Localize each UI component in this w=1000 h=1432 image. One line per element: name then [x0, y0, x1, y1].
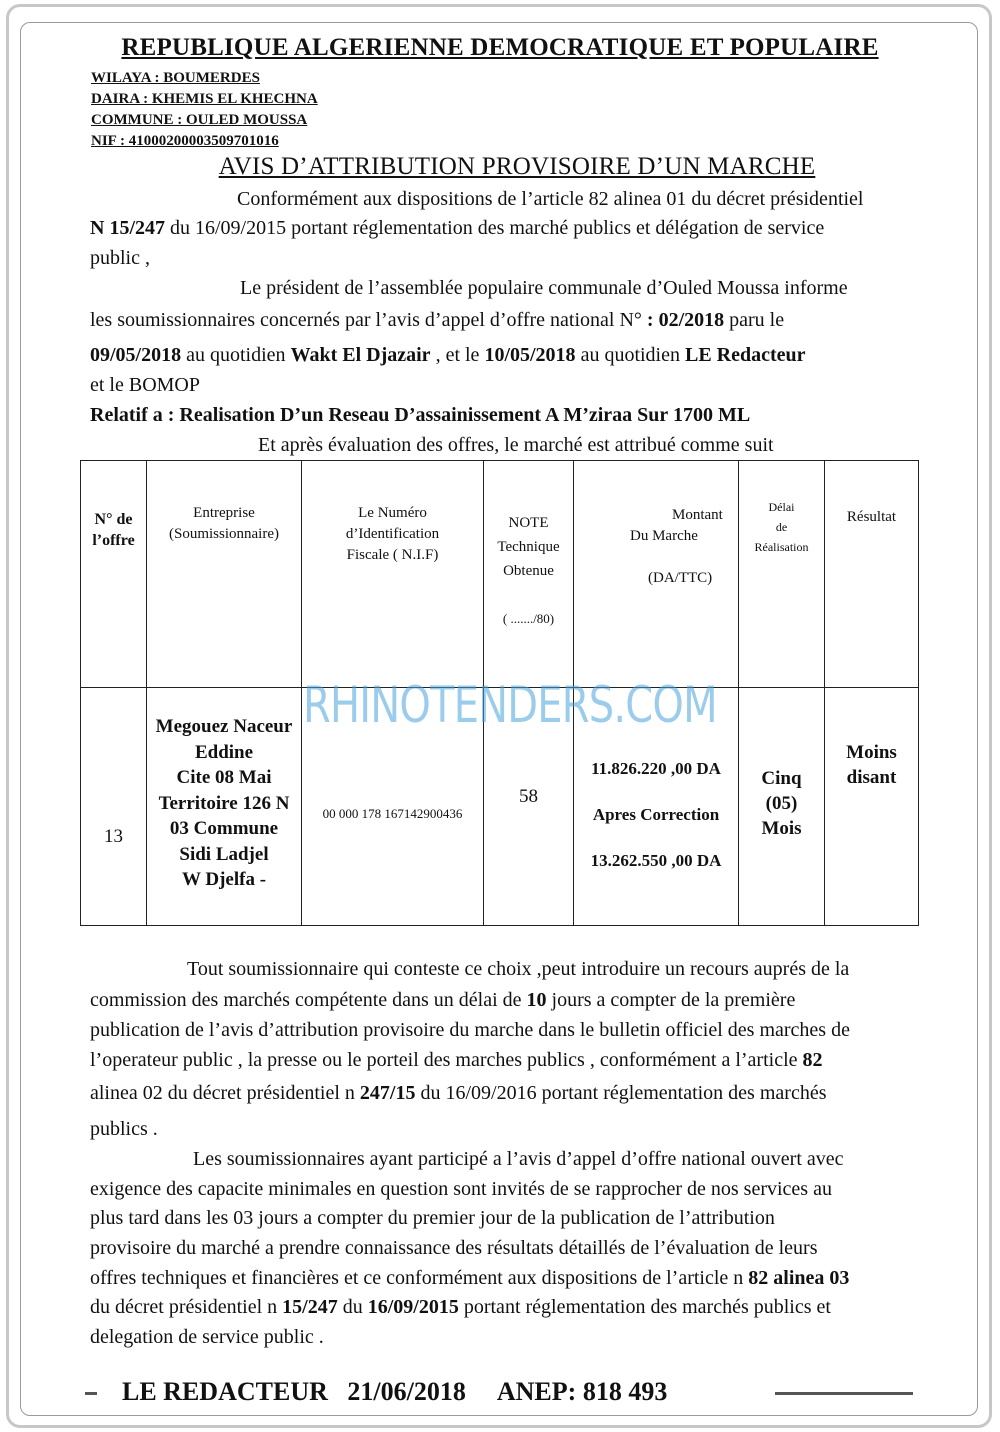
soum-line-6	[90, 1296, 831, 1319]
header-note-2: Technique	[497, 539, 560, 555]
recours-line-6: publics .	[90, 1118, 158, 1140]
enterprise-line-2: Eddine	[194, 741, 254, 763]
relatif-line: Relatif a : Realisation D’un Reseau D’assainissement A M’ziraa Sur 1700 ML	[90, 404, 751, 426]
administration-block	[91, 68, 318, 152]
newspaper-1: Wakt El Djazair	[290, 344, 431, 366]
header-mont-1: Montant	[672, 507, 723, 523]
cell-result	[825, 688, 919, 926]
header-nif-1: Le Numéro	[358, 505, 427, 521]
recours-l2-c: jours a compter de la première	[546, 989, 796, 1011]
president-line-3	[90, 344, 806, 367]
header-num-2: l’offre	[92, 532, 135, 549]
call-number: : 02/2018	[646, 309, 725, 331]
notice-title: AVIS D’ATTRIBUTION PROVISOIRE D’UN MARCHE	[218, 153, 816, 180]
decree-number: N 15/247	[90, 217, 165, 239]
soum-line-2: exigence des capacite minimales en question sont invités de se rapprocher de nos services au	[90, 1178, 832, 1200]
recours-line-3: publication de l’avis d’attribution provisoire du marche dans le bulletin officiel des marches de	[90, 1019, 850, 1041]
header-note	[484, 461, 574, 688]
footer-rule-right	[775, 1392, 913, 1395]
header-enterprise	[147, 461, 302, 688]
header-delai-2: de	[775, 520, 788, 534]
commune-line: COMMUNE : OULED MOUSSA	[91, 112, 308, 128]
enterprise-line-5: 03 Commune	[169, 818, 279, 839]
footer-rule-left	[85, 1392, 97, 1395]
header-note-1: NOTE	[508, 515, 549, 531]
recours-l5-a: alinea 02 du décret présidentiel n	[90, 1082, 360, 1104]
amount-corrected: 13.262.550 ,00 DA	[590, 851, 722, 870]
amount-initial: 11.826.220 ,00 DA	[591, 759, 721, 778]
date-2: 10/05/2018	[484, 344, 576, 366]
enterprise-line-1: Megouez Naceur	[155, 716, 293, 737]
soum-line-7: delegation de service public .	[90, 1326, 324, 1348]
recours-line-1: Tout soumissionnaire qui conteste ce choix ,peut introduire un recours auprés de la	[187, 958, 850, 980]
header-nif-2: d’Identification	[345, 526, 440, 542]
nif-line: NIF : 41000200003509701016	[91, 133, 279, 149]
header-result	[825, 461, 919, 688]
note-value: 58	[519, 786, 538, 807]
soum-l6-c: du	[337, 1296, 368, 1318]
delay-line-3: Mois	[761, 818, 802, 839]
call-paru: paru le	[724, 309, 785, 331]
amount-correction-label: Apres Correction	[592, 805, 720, 824]
recours-decree: 247/15	[359, 1082, 416, 1104]
header-delay	[739, 461, 825, 688]
header-amount	[574, 461, 739, 688]
header-delai-1: Délai	[768, 500, 795, 514]
wilaya-line: WILAYA : BOUMERDES	[91, 70, 260, 86]
president-line-1: Le président de l’assemblée populaire communale d’Ouled Moussa informe	[240, 277, 848, 299]
result-line-1: Moins	[846, 742, 897, 763]
recours-l5-c: du 16/09/2016 portant réglementation des marchés	[415, 1082, 827, 1104]
soum-line-4: provisoire du marché a prendre connaissance des résultats détaillés de l’évaluation de leurs	[90, 1237, 818, 1259]
header-note-3: Obtenue	[503, 563, 554, 579]
header-delai-3: Réalisation	[754, 540, 809, 554]
table-header-row	[81, 461, 919, 688]
recours-article: 82	[802, 1049, 823, 1071]
daira-line: DAIRA : KHEMIS EL KHECHNA	[91, 91, 318, 107]
soum-l6-a: du décret présidentiel n	[90, 1296, 283, 1318]
soum-l6-e: portant réglementation des marchés publics et	[458, 1296, 831, 1318]
enterprise-line-4: Territoire 126 N	[158, 792, 290, 814]
recours-line-4	[90, 1049, 823, 1072]
header-mont-2: Du Marche	[630, 528, 698, 544]
recours-line-5	[90, 1082, 826, 1105]
soum-line-3: plus tard dans les 03 jours a compter du premier jour de la publication de l’attribution	[90, 1207, 775, 1229]
recours-days: 10	[526, 989, 547, 1011]
intro-line-2-text: du 16/09/2015 portant réglementation des marché publics et délégation de service	[165, 217, 825, 239]
nif-value: 00 000 178 167142900436	[322, 806, 463, 821]
president-line-2	[90, 309, 784, 332]
header-mont-3: (DA/TTC)	[648, 570, 713, 586]
txt-quotidien-2: au quotidien	[575, 344, 685, 366]
enterprise-line-6: Sidi Ladjel	[179, 843, 269, 865]
cell-enterprise	[147, 688, 302, 926]
soum-line-5	[90, 1267, 849, 1290]
intro-line-1: Conformément aux dispositions de l’article 82 alinea 01 du décret présidentiel	[237, 188, 864, 210]
date-1: 09/05/2018	[90, 344, 182, 366]
header-res: Résultat	[846, 509, 897, 525]
header-offer-number	[81, 461, 147, 688]
recours-l2-a: commission des marchés compétente dans un délai de	[90, 989, 527, 1011]
watermark: RHINOTENDERS.COM	[303, 676, 717, 734]
recours-l4-a: l’operateur public , la presse ou le porteil des marches publics , conformément a l’article	[90, 1049, 803, 1071]
offer-number: 13	[104, 826, 123, 847]
footer	[0, 1375, 1000, 1411]
txt-et-le: , et le	[430, 344, 485, 366]
soum-l5-a: offres techniques et financières et ce conformément aux dispositions de l’article n	[90, 1267, 749, 1289]
header-nif-3: Fiscale ( N.I.F)	[346, 547, 439, 563]
soum-decree: 15/247	[282, 1296, 338, 1318]
delay-line-1: Cinq	[761, 768, 802, 789]
enterprise-line-7: W Djelfa -	[181, 869, 267, 890]
call-text: les soumissionnaires concernés par l’avis d’appel d’offre national N°	[90, 309, 647, 331]
recours-line-2	[90, 989, 795, 1012]
president-line-4: et le BOMOP	[90, 374, 200, 396]
soum-line-1: Les soumissionnaires ayant participé a l’avis d’appel d’offre national ouvert avec	[193, 1148, 844, 1170]
cell-offer-number	[81, 688, 147, 926]
footer-text: LE REDACTEUR 21/06/2018 ANEP: 818 493	[122, 1377, 668, 1406]
newspaper-2: LE Redacteur	[685, 344, 806, 366]
soum-article: 82 alinea 03	[748, 1267, 850, 1289]
republic-heading: REPUBLIQUE ALGERIENNE DEMOCRATIQUE ET POPULAIRE	[121, 34, 879, 61]
delay-line-2: (05)	[765, 793, 798, 814]
soum-date: 16/09/2015	[367, 1296, 459, 1318]
header-ent-2: (Soumissionnaire)	[169, 526, 279, 542]
intro-line-3: public ,	[90, 247, 150, 269]
txt-quotidien-1: au quotidien	[181, 344, 291, 366]
header-ent-1: Entreprise	[193, 505, 255, 521]
header-num-1: N° de	[94, 511, 133, 528]
header-note-4: ( ......./80)	[502, 611, 555, 626]
intro-line-2	[90, 217, 824, 240]
header-nif	[302, 461, 484, 688]
evaluation-line: Et après évaluation des offres, le marché est attribué comme suit	[258, 434, 774, 456]
cell-delay	[739, 688, 825, 926]
enterprise-line-3: Cite 08 Mai	[176, 767, 272, 788]
result-line-2: disant	[846, 767, 897, 788]
